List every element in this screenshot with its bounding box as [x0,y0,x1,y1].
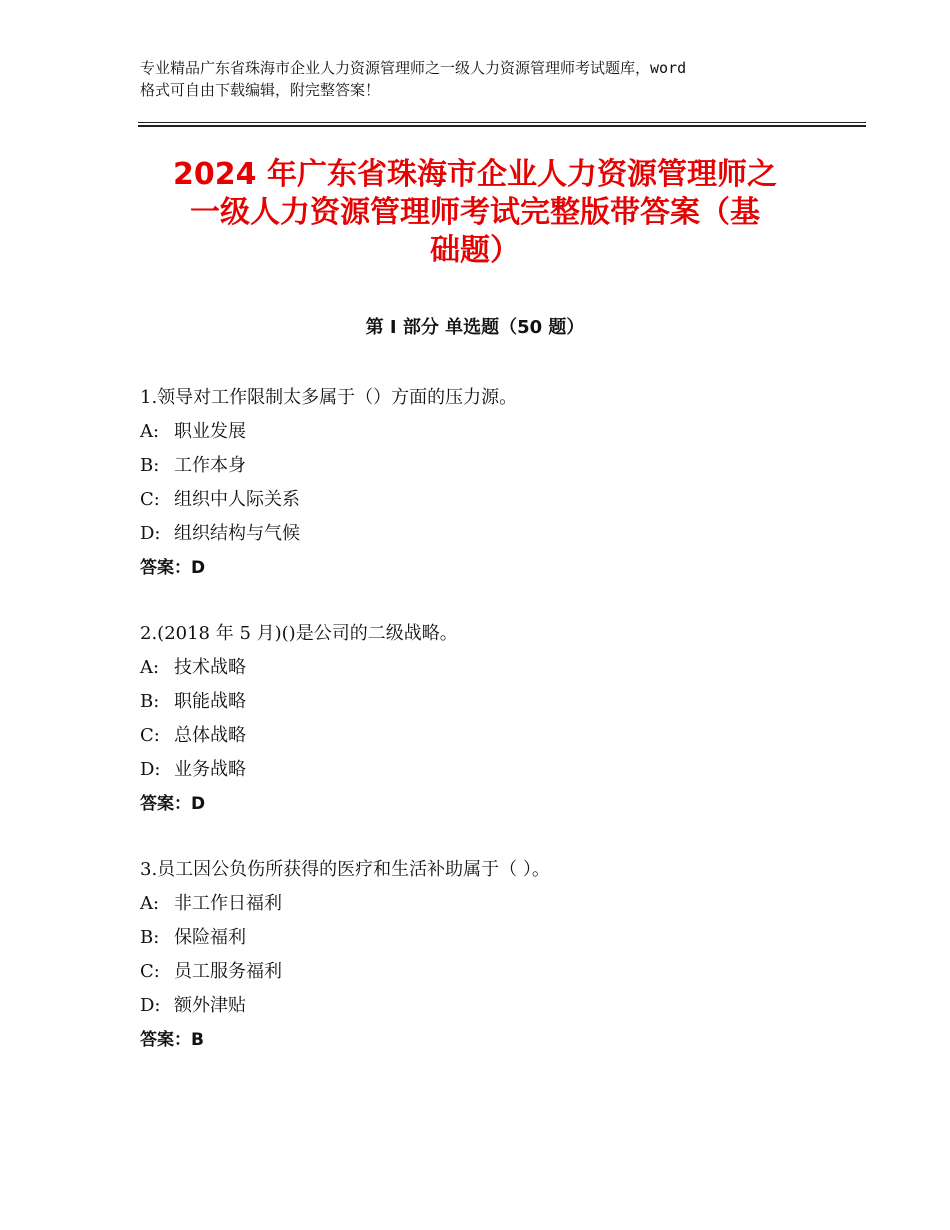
title-line-3: 础题） [430,233,520,268]
document-title [120,156,830,270]
option-letter: A: [140,657,160,678]
document-header [140,57,830,101]
header-line-2: 格式可自由下载编辑，附完整答案！ [140,81,381,99]
option-text: 额外津贴 [174,995,246,1016]
question-item [140,617,860,821]
answer-line: 答案：D [140,794,206,814]
option-d [140,989,860,1023]
question-stem: 3.员工因公负伤所获得的医疗和生活补助属于（ ）。 [140,859,550,880]
option-text: 技术战略 [174,657,246,678]
question-stem: 2.(2018 年 5 月)()是公司的二级战略。 [140,623,458,644]
option-text: 职能战略 [174,691,246,712]
title-line-2: 一级人力资源管理师考试完整版带答案（基 [190,195,760,230]
option-text: 保险福利 [174,927,246,948]
option-letter: D: [140,759,161,780]
section-title: 第 I 部分 单选题（50 题） [365,317,585,338]
option-d [140,517,860,551]
question-stem: 1.领导对工作限制太多属于（）方面的压力源。 [140,387,518,408]
option-text: 业务战略 [174,759,246,780]
option-letter: C: [140,489,160,510]
option-text: 工作本身 [174,455,246,476]
option-letter: D: [140,523,161,544]
option-c [140,483,860,517]
option-letter: C: [140,961,160,982]
option-a [140,887,860,921]
option-b [140,449,860,483]
option-letter: D: [140,995,161,1016]
option-a [140,651,860,685]
header-line-1: 专业精品广东省珠海市企业人力资源管理师之一级人力资源管理师考试题库，word [140,59,687,77]
option-c [140,719,860,753]
title-line-1: 2024 年广东省珠海市企业人力资源管理师之 [173,157,777,192]
option-text: 组织结构与气候 [174,523,300,544]
question-item [140,853,860,1057]
option-d [140,753,860,787]
option-text: 职业发展 [174,421,246,442]
answer-line: 答案：D [140,558,206,578]
option-letter: B: [140,455,160,476]
option-text: 非工作日福利 [174,893,282,914]
header-divider-thin [138,122,866,123]
option-letter: A: [140,893,160,914]
option-text: 总体战略 [174,725,246,746]
option-text: 组织中人际关系 [174,489,300,510]
option-letter: C: [140,725,160,746]
option-letter: B: [140,691,160,712]
option-c [140,955,860,989]
header-divider-thick [138,125,866,127]
answer-line: 答案：B [140,1030,204,1050]
question-item [140,381,860,585]
option-b [140,685,860,719]
option-b [140,921,860,955]
option-letter: A: [140,421,160,442]
option-letter: B: [140,927,160,948]
question-list [140,381,860,1089]
option-a [140,415,860,449]
option-text: 员工服务福利 [174,961,282,982]
